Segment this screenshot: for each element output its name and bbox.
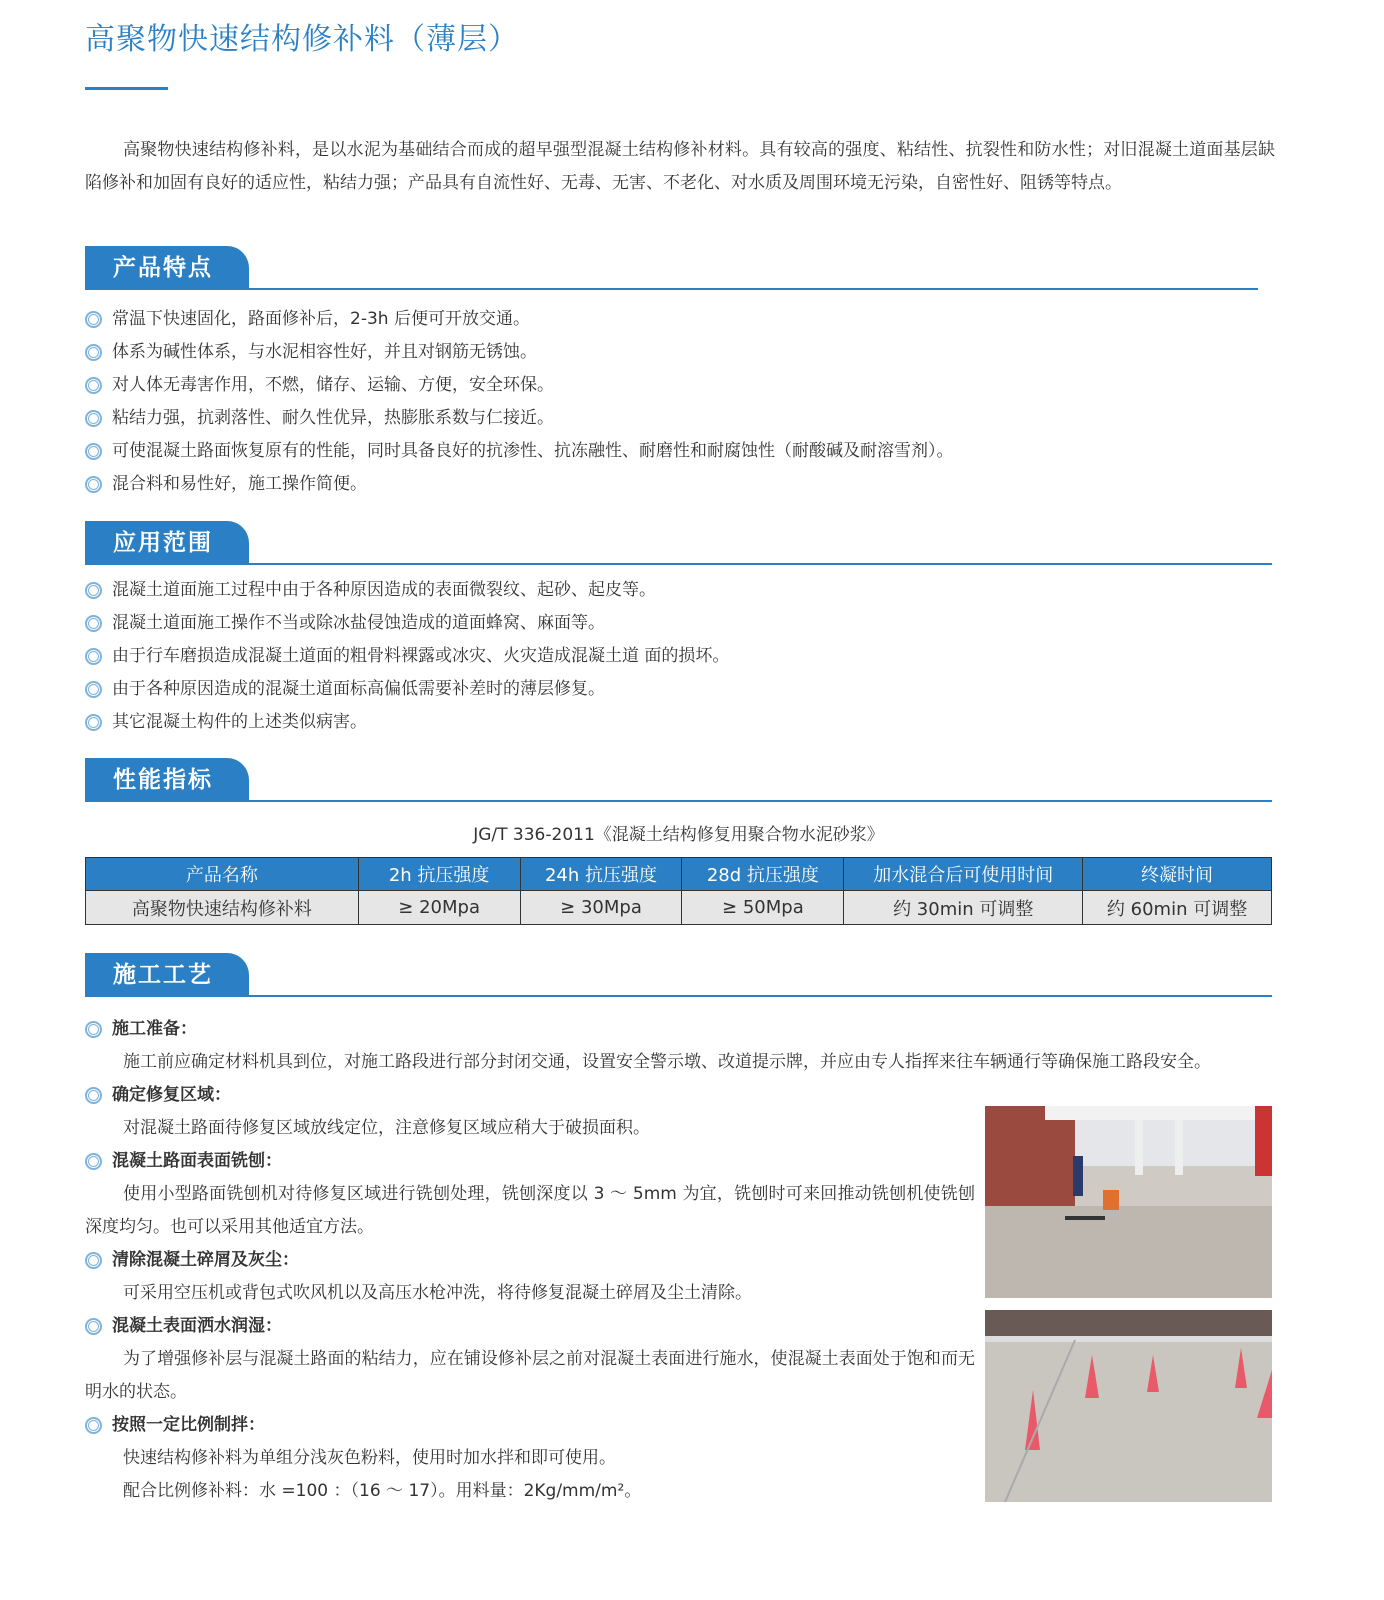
table-cell: ≥ 50Mpa: [682, 891, 844, 925]
construction-photo-cones: [985, 1310, 1272, 1502]
process-heading: 施工工艺: [85, 953, 249, 997]
list-item-text: 混凝土道面施工操作不当或除冰盐侵蚀造成的道面蜂窝、麻面等。: [112, 613, 605, 633]
title-underline: [85, 87, 168, 90]
page-title: 高聚物快速结构修补料（薄层）: [85, 22, 519, 57]
list-item: [85, 336, 954, 369]
list-item: [85, 468, 954, 501]
process-steps: [85, 1013, 1211, 1508]
step-title-text: 清除混凝土碎屑及灰尘：: [112, 1250, 299, 1270]
bullet-circle-icon: [85, 311, 102, 328]
process-step-title: [85, 1310, 975, 1343]
intro-paragraph: 高聚物快速结构修补料，是以水泥为基础结合而成的超早强型混凝土结构修补材料。具有较高的强度、粘结性、抗裂性和防水性；对旧混凝土道面基层缺陷修补和加固有良好的适应性，粘结力强；产品具有自流性好、无毒、无害、不老化、对水质及周围环境无污染，自密性好、阻锈等特点。: [85, 140, 1275, 193]
process-step-text: 快速结构修补料为单组分浅灰色粉料，使用时加水拌和即可使用。: [123, 1448, 616, 1468]
step-title-text: 确定修复区域：: [112, 1085, 231, 1105]
list-item: [85, 574, 729, 607]
list-item-text: 对人体无毒害作用，不燃，储存、运输、方便，安全环保。: [112, 375, 554, 395]
applications-heading: 应用范围: [85, 521, 249, 565]
column-header: 产品名称: [86, 858, 359, 891]
bullet-circle-icon: [85, 1087, 102, 1104]
bullet-circle-icon: [85, 648, 102, 665]
list-item-text: 混凝土道面施工过程中由于各种原因造成的表面微裂纹、起砂、起皮等。: [112, 580, 656, 600]
bullet-circle-icon: [85, 714, 102, 731]
bullet-circle-icon: [85, 344, 102, 361]
process-step-text: 为了增强修补层与混凝土路面的粘结力，应在铺设修补层之前对混凝土表面进行施水，使混凝土表面处于饱和而无明水的状态。: [85, 1349, 975, 1402]
list-item: [85, 303, 954, 336]
column-header: 终凝时间: [1083, 858, 1272, 891]
bullet-circle-icon: [85, 1252, 102, 1269]
table-cell: ≥ 20Mpa: [358, 891, 520, 925]
features-list: [85, 303, 954, 501]
list-item-text: 体系为碱性体系，与水泥相容性好，并且对钢筋无锈蚀。: [112, 342, 537, 362]
column-header: 24h 抗压强度: [520, 858, 682, 891]
table-row: [86, 891, 1272, 925]
process-step-title: [85, 1013, 975, 1046]
process-step-text: 使用小型路面铣刨机对待修复区域进行铣刨处理，铣刨深度以 3 ～ 5mm 为宜，铣刨时可来回推动铣刨机使铣刨深度均匀。也可以采用其他适宜方法。: [85, 1184, 975, 1237]
features-heading: 产品特点: [85, 246, 249, 290]
step-title-text: 混凝土路面表面铣刨：: [112, 1151, 282, 1171]
process-step-text: 施工前应确定材料机具到位，对施工路段进行部分封闭交通，设置安全警示墩、改道提示牌，并应由专人指挥来往车辆通行等确保施工路段安全。: [123, 1052, 1211, 1072]
column-header: 加水混合后可使用时间: [844, 858, 1083, 891]
bullet-circle-icon: [85, 1417, 102, 1434]
bullet-circle-icon: [85, 681, 102, 698]
applications-section-header: [85, 521, 1272, 565]
bullet-circle-icon: [85, 615, 102, 632]
performance-heading: 性能指标: [85, 758, 249, 802]
process-section-header: [85, 953, 1272, 997]
process-step-title: [85, 1244, 975, 1277]
list-item-text: 其它混凝土构件的上述类似病害。: [112, 712, 367, 732]
bullet-circle-icon: [85, 443, 102, 460]
process-step-title: [85, 1409, 975, 1442]
step-title-text: 施工准备：: [112, 1019, 197, 1039]
features-section-header: [85, 246, 1258, 290]
list-item: [85, 607, 729, 640]
bullet-circle-icon: [85, 1021, 102, 1038]
list-item-text: 常温下快速固化，路面修补后，2-3h 后便可开放交通。: [112, 309, 530, 329]
bullet-circle-icon: [85, 1153, 102, 1170]
bullet-circle-icon: [85, 377, 102, 394]
table-header-row: [86, 858, 1272, 891]
list-item: [85, 706, 729, 739]
bullet-circle-icon: [85, 410, 102, 427]
process-step-text: 对混凝土路面待修复区域放线定位，注意修复区域应稍大于破损面积。: [123, 1118, 650, 1138]
list-item-text: 粘结力强，抗剥落性、耐久性优异，热膨胀系数与仁接近。: [112, 408, 554, 428]
process-step-title: [85, 1079, 975, 1112]
list-item-text: 可使混凝土路面恢复原有的性能，同时具备良好的抗渗性、抗冻融性、耐磨性和耐腐蚀性（耐酸碱及耐溶雪剂）。: [112, 441, 954, 461]
bullet-circle-icon: [85, 476, 102, 493]
performance-section-header: [85, 758, 1272, 802]
step-title-text: 混凝土表面洒水润湿：: [112, 1316, 282, 1336]
list-item-text: 混合料和易性好，施工操作简便。: [112, 474, 367, 494]
table-caption: JG/T 336-2011《混凝土结构修复用聚合物水泥砂浆》: [473, 825, 884, 845]
list-item: [85, 673, 729, 706]
applications-list: [85, 574, 729, 739]
bullet-circle-icon: [85, 1318, 102, 1335]
list-item: [85, 435, 954, 468]
column-header: 28d 抗压强度: [682, 858, 844, 891]
performance-table: [85, 857, 1272, 925]
list-item: [85, 402, 954, 435]
process-step-text: 配合比例修补料：水 =100 ：（16 ～ 17）。用料量：2Kg/mm/m²。: [123, 1481, 642, 1501]
column-header: 2h 抗压强度: [358, 858, 520, 891]
step-title-text: 按照一定比例制拌：: [112, 1415, 265, 1435]
list-item: [85, 640, 729, 673]
construction-photo-workers: [985, 1106, 1272, 1298]
list-item-text: 由于各种原因造成的混凝土道面标高偏低需要补差时的薄层修复。: [112, 679, 605, 699]
process-step-text: 可采用空压机或背包式吹风机以及高压水枪冲洗，将待修复混凝土碎屑及尘土清除。: [123, 1283, 752, 1303]
bullet-circle-icon: [85, 582, 102, 599]
list-item-text: 由于行车磨损造成混凝土道面的粗骨料裸露或冰灾、火灾造成混凝土道 面的损坏。: [112, 646, 730, 666]
process-step-title: [85, 1145, 975, 1178]
table-cell: 约 60min 可调整: [1083, 891, 1272, 925]
table-cell: ≥ 30Mpa: [520, 891, 682, 925]
table-cell: 高聚物快速结构修补料: [86, 891, 359, 925]
table-cell: 约 30min 可调整: [844, 891, 1083, 925]
list-item: [85, 369, 954, 402]
